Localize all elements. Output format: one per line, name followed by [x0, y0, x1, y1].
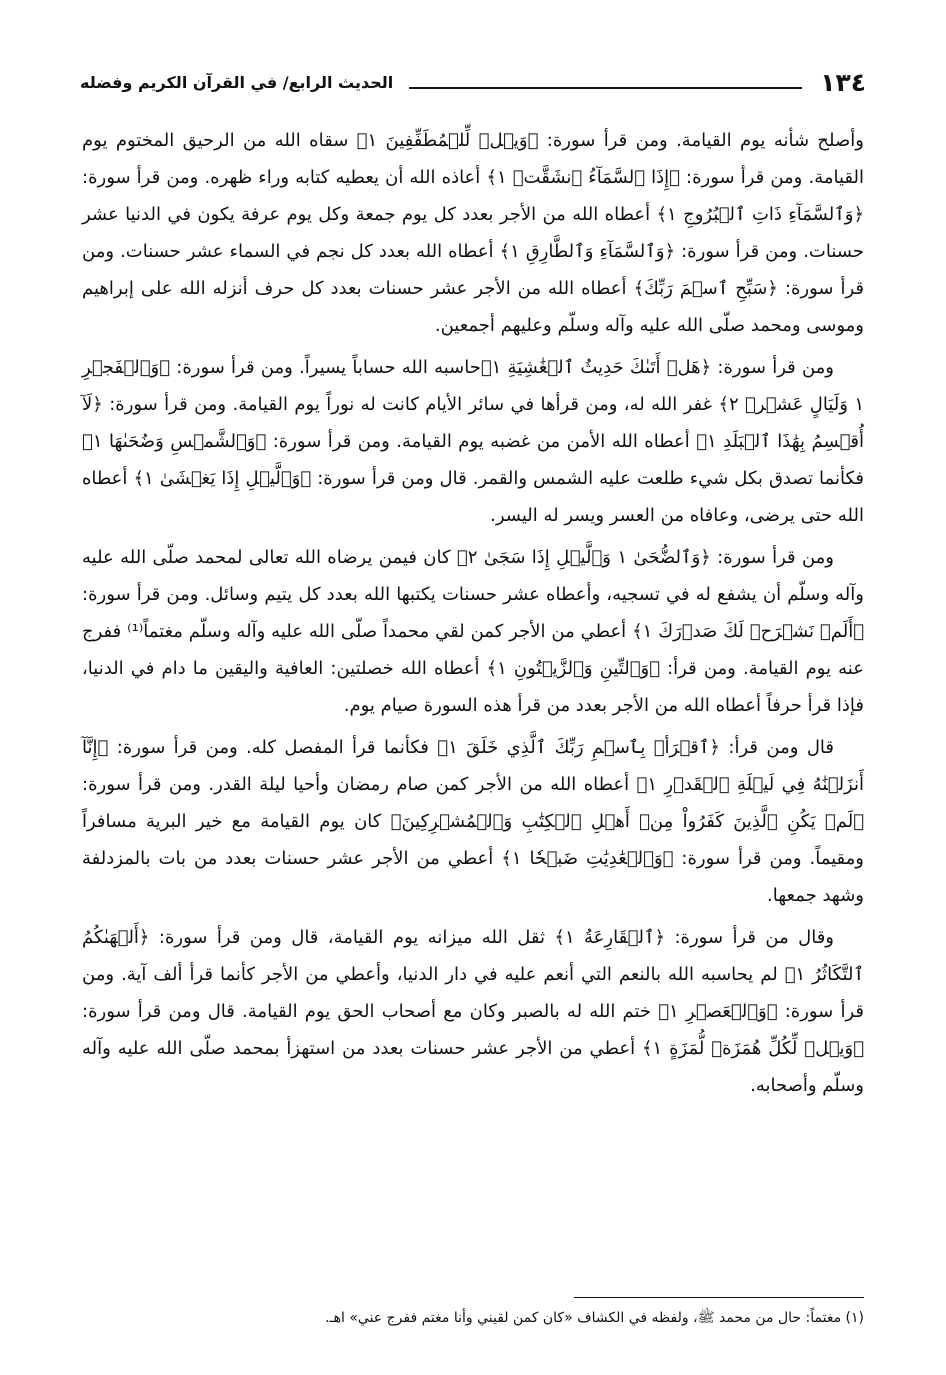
- header-rule: [409, 87, 802, 89]
- paragraph-3: ومن قرأ سورة: ﴿وَٱلضُّحَىٰ ١ وَٱلَّيۡلِ إِذَا سَجَىٰ ٢﴾ كان فيمن يرضاه الله تعالى لمحمد صلّى الله عليه وآله وسلّم أن يشفع له في تسجيه، وأعطاه عشر حسنات يكتبها الله بعدد كل يتيم وسائل. ومن قرأ سورة: ﴿أَلَمۡ نَشۡرَحۡ لَكَ صَدۡرَكَ ١﴾ أعطي من الأجر كمن لقي محمداً صلّى الله عليه وآله وسلّم مغتماً⁽¹⁾ ففرج عنه يوم القيامة. ومن قرأ: ﴿وَٱلتِّينِ وَٱلزَّيۡتُونِ ١﴾ أعطاه الله خصلتين: العافية واليقين ما دام في الدنيا، فإذا قرأ حرفاً أعطاه الله من الأجر بعدد من قرأ هذه السورة صيام يوم.: [82, 547, 864, 716]
- main-text: [82, 122, 864, 1109]
- paragraph-4: قال ومن قرأ: ﴿ٱقۡرَأۡ بِٱسۡمِ رَبِّكَ ٱلَّذِي خَلَقَ ١﴾ فكأنما قرأ المفصل كله. ومن قرأ سورة: ﴿إِنَّآ أَنزَلۡنَٰهُ فِي لَيۡلَةِ ٱلۡقَدۡرِ ١﴾ أعطاه الله من الأجر كمن صام رمضان وأحيا ليلة القدر. ومن قرأ سورة: ﴿لَمۡ يَكُنِ ٱلَّذِينَ كَفَرُواْ مِنۡ أَهۡلِ ٱلۡكِتَٰبِ وَٱلۡمُشۡرِكِينَ﴾ كان يوم القيامة مع خير البرية مسافراً ومقيماً. ومن قرأ سورة: ﴿وَٱلۡعَٰدِيَٰتِ ضَبۡحٗا ١﴾ أعطي من الأجر عشر حسنات بعدد من بات بالمزدلفة وشهد جمعها.: [82, 737, 864, 906]
- paragraph-1: وأصلح شأنه يوم القيامة. ومن قرأ سورة: ﴿وَيۡلٞ لِّلۡمُطَفِّفِينَ ١﴾ سقاه الله من الرحيق المختوم يوم القيامة. ومن قرأ سورة: ﴿إِذَا ٱلسَّمَآءُ ٱنشَقَّتۡ ١﴾ أعاذه الله أن يعطيه كتابه وراء ظهره. ومن قرأ سورة: ﴿وَٱلسَّمَآءِ ذَاتِ ٱلۡبُرُوجِ ١﴾ أعطاه الله من الأجر بعدد كل يوم جمعة وكل يوم عرفة يكون في الدنيا عشر حسنات. ومن قرأ سورة: ﴿وَٱلسَّمَآءِ وَٱلطَّارِقِ ١﴾ أعطاه الله بعدد كل نجم في السماء عشر حسنات. ومن قرأ سورة: ﴿سَبِّحِ ٱسۡمَ رَبِّكَ﴾ أعطاه الله من الأجر عشر حسنات بعدد كل حرف أنزله الله على إبراهيم وموسى ومحمد صلّى الله عليه وآله وسلّم وعليهم أجمعين.: [82, 130, 864, 336]
- paragraph-2: ومن قرأ سورة: ﴿هَلۡ أَتَىٰكَ حَدِيثُ ٱلۡغَٰشِيَةِ ١﴾حاسبه الله حساباً يسيراً. ومن قرأ سورة: ﴿وَٱلۡفَجۡرِ ١ وَلَيَالٍ عَشۡرٖ ٢﴾ غفر الله له، ومن قرأها في سائر الأيام كانت له نوراً يوم القيامة. ومن قرأ سورة: ﴿لَآ أُقۡسِمُ بِهَٰذَا ٱلۡبَلَدِ ١﴾ أعطاه الله الأمن من غضبه يوم القيامة. ومن قرأ سورة: ﴿وَٱلشَّمۡسِ وَضُحَىٰهَا ١﴾ فكأنما تصدق بكل شيء طلعت عليه الشمس والقمر. قال ومن قرأ سورة: ﴿وَٱلَّيۡلِ إِذَا يَغۡشَىٰ ١﴾ أعطاه الله حتى يرضى، وعافاه من العسر ويسر له اليسر.: [82, 357, 864, 526]
- paragraph-5: وقال من قرأ سورة: ﴿ٱلۡقَارِعَةُ ١﴾ ثقل الله ميزانه يوم القيامة، قال ومن قرأ سورة: ﴿أَلۡهَىٰكُمُ ٱلتَّكَاثُرُ ١﴾ لم يحاسبه الله بالنعم التي أنعم عليه في دار الدنيا، وأعطي من الأجر كأنما قرأ ألف آية. ومن قرأ سورة: ﴿وَٱلۡعَصۡرِ ١﴾ ختم الله له بالصبر وكان مع أصحاب الحق يوم القيامة. قال ومن قرأ سورة: ﴿وَيۡلٞ لِّكُلِّ هُمَزَةٖ لُّمَزَةٍ ١﴾ أعطي من الأجر عشر حسنات بعدد من استهزأ بمحمد صلّى الله عليه وآله وسلّم وأصحابه.: [82, 927, 865, 1096]
- running-header: [80, 62, 866, 102]
- footnote: (١) مغتماً: حال من محمد ﷺ، ولفظه في الكشاف «كان كمن لقيني وأنا مغتم ففرج عني» اهـ.: [325, 1310, 864, 1326]
- page-number: ١٣٤: [820, 67, 866, 97]
- footnote-separator: [574, 1297, 864, 1298]
- chapter-title: الحديث الرابع/ في القرآن الكريم وفضله: [80, 72, 394, 92]
